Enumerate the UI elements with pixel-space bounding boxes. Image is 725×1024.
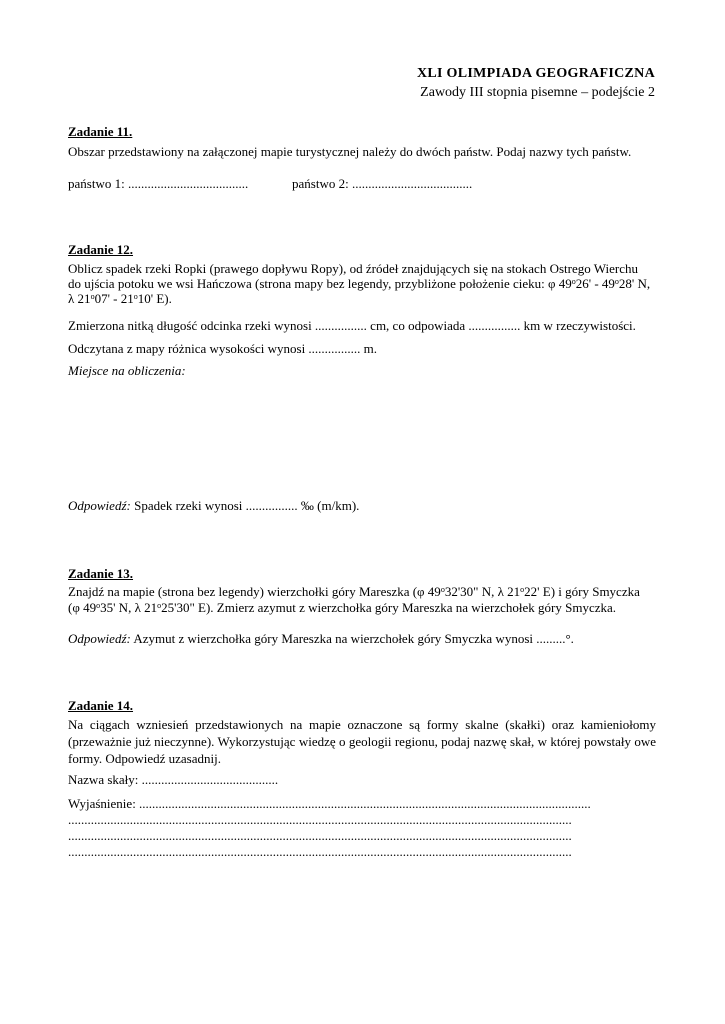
task-12-answer: Odpowiedź: Spadek rzeki wynosi ................ ‰ (m/km).	[68, 498, 360, 513]
task-11-heading: Zadanie 11.	[68, 124, 133, 139]
task-12-line-1: Oblicz spadek rzeki Ropki (prawego dopływu Ropy), od źródeł znajdujących się na stokach Ostrego Wierchu	[68, 261, 638, 276]
task-12-measure-line: Zmierzona nitką długość odcinka rzeki wynosi ................ cm, co odpowiada ................ km w rzeczywistości.	[68, 318, 636, 333]
task-12-heading: Zadanie 12.	[68, 242, 134, 257]
task-14-dotted-line-1: ...........................................................................................................................................................	[68, 812, 572, 827]
task-12-line-3: λ 21$^o$07' - 21$^o$10' E).	[68, 291, 172, 306]
task-13-line-1: Znajdź na mapie (strona bez legendy) wierzchołki góry Mareszka (φ 49$^o$32'30" N, λ 21$^o$22' E) i góry Smyczka	[68, 584, 640, 599]
task-13-line-2: (φ 49$^o$35' N, λ 21$^o$25'30" E). Zmierz azymut z wierzchołka góry Mareszka na wierzchołek góry Smyczka.	[68, 600, 617, 615]
task-12-calc-label: Miejsce na obliczenia:	[68, 363, 186, 378]
task-14-text: Na ciągach wzniesień przedstawionych na mapie oznaczone są formy skalne (skałki) oraz kamieniołomy (przeważnie już nieczynne). Wykorzystując wiedzę o geologii regionu, podaj nazwę skał, w której powstały owe formy. Odpowiedź uzasadnij.	[68, 717, 656, 766]
task-12-line-2: do ujścia potoku we wsi Hańczowa (strona mapy bez legendy, przybliżone położenie cieku: φ 49$^o$26' - 49$^o$28' N,	[68, 276, 651, 291]
exam-subtitle: Zawody III stopnia pisemne – podejście 2	[420, 85, 655, 100]
task-14-dotted-line-3: ...........................................................................................................................................................	[68, 844, 572, 859]
task-14-dotted-line-2: ...........................................................................................................................................................	[68, 828, 572, 843]
task-11-country-2-field: państwo 2: .....................................	[292, 176, 473, 191]
task-13-answer: Odpowiedź: Azymut z wierzchołka góry Mareszka na wierzchołek góry Smyczka wynosi .........°.	[68, 631, 574, 646]
task-14-heading: Zadanie 14.	[68, 698, 134, 713]
task-11-country-1-field: państwo 1: .....................................	[68, 176, 249, 191]
task-12-height-line: Odczytana z mapy różnica wysokości wynosi ................ m.	[68, 341, 378, 356]
task-14-rock-name-field: Nazwa skały: ..........................................	[68, 772, 279, 787]
task-13-heading: Zadanie 13.	[68, 566, 134, 581]
task-11-text: Obszar przedstawiony na załączonej mapie turystycznej należy do dwóch państw. Podaj nazwy tych państw.	[68, 144, 632, 159]
task-14-explanation-field: Wyjaśnienie: ...........................................................................................................................................	[68, 796, 591, 811]
olympiad-title: XLI OLIMPIADA GEOGRAFICZNA	[416, 66, 655, 81]
